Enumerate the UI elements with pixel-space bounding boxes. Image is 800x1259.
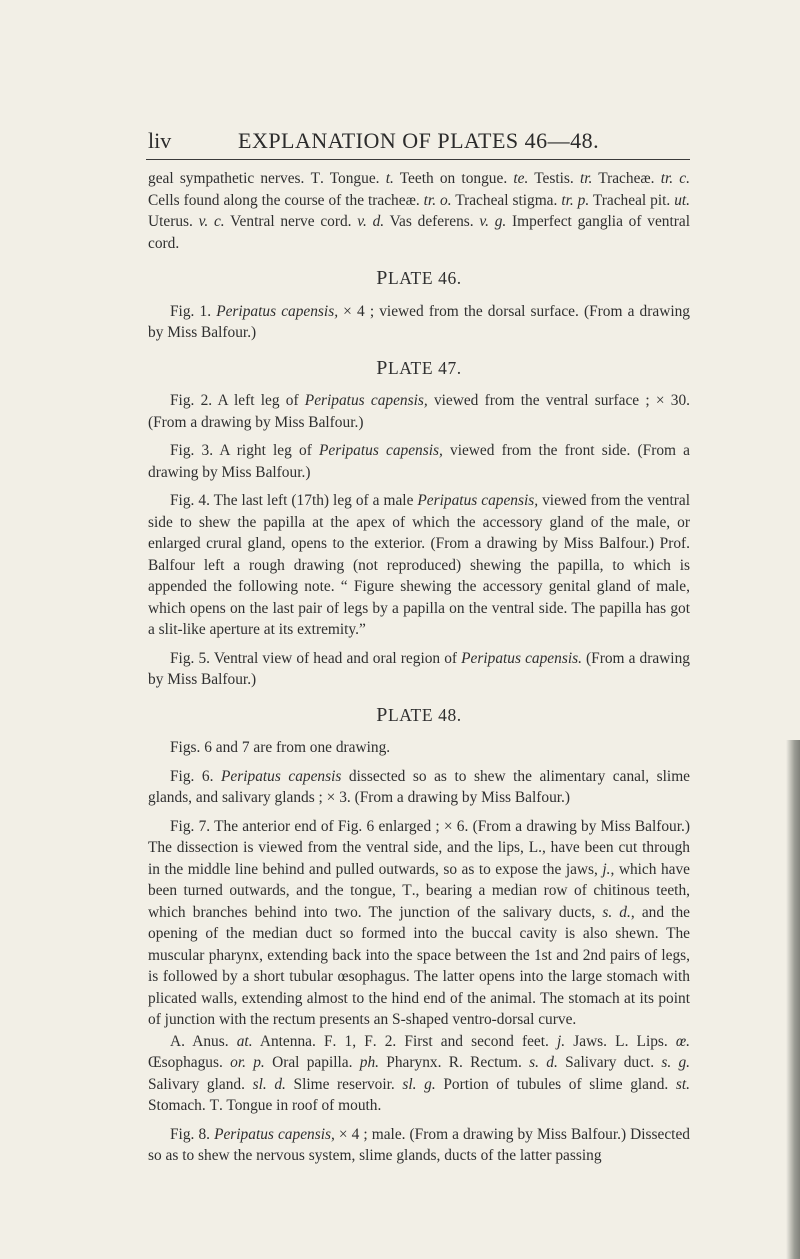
- fig-6-caption: Fig. 6. Peripatus capensis dissected so as to shew the alimentary canal, slime glands, and salivary glands ; × 3. (From a drawing by Miss Balfour.): [148, 767, 690, 806]
- plate-48-heading: PLATE 48.: [376, 703, 462, 726]
- header-rule: [146, 159, 690, 160]
- fig-7-caption: Fig. 7. The anterior end of Fig. 6 enlarged ; × 6. (From a drawing by Miss Balfour.) The dissection is viewed from the ventral side, and the lips, L., have been cut through in the middle line behind and pulled outwards, so as to expose the jaws, j., which have been turned outwards, and the tongue, T., bearing a median row of chitinous teeth, which branches behind into two. The junction of the salivary ducts, s. d., and the opening of the median duct so formed into the buccal cavity is also shewn. The muscular pharynx, extending back into the space between the 1st and 2nd pairs of legs, is followed by a short tubular œsophagus. The latter opens into the large stomach with plicated walls, extending almost to the hind end of the animal. The stomach at its point of junction with the rectum presents an S-shaped ventro-dorsal curve.: [148, 817, 690, 1028]
- header-title: EXPLANATION OF PLATES 46—48.: [238, 128, 600, 153]
- fig-3-caption: Fig. 3. A right leg of Peripatus capensis, viewed from the front side. (From a drawing by Miss Balfour.): [148, 442, 690, 481]
- plate-47-heading: PLATE 47.: [376, 356, 462, 379]
- intro-paragraph: geal sympathetic nerves. T. Tongue. t. Teeth on tongue. te. Testis. tr. Tracheæ. tr. c. Cells found along the course of the tracheæ. tr. o. Tracheal stigma. tr. p. Tracheal pit. ut. Uterus. v. c. Ventral nerve cord. v. d. Vas deferens. v. g. Imperfect ganglia of ventral cord.: [148, 170, 691, 252]
- fig-8-caption: Fig. 8. Peripatus capensis, × 4 ; male. (From a drawing by Miss Balfour.) Dissected so as to shew the nervous system, slime glands, ducts of the latter passing: [148, 1125, 690, 1164]
- fig-2-caption: Fig. 2. A left leg of Peripatus capensis, viewed from the ventral surface ; × 30. (From a drawing by Miss Balfour.): [148, 392, 690, 431]
- page-edge-shadow: [786, 740, 800, 1259]
- fig-7-legend: A. Anus. at. Antenna. F. 1, F. 2. First and second feet. j. Jaws. L. Lips. œ. Œsophagus. or. p. Oral papilla. ph. Pharynx. R. Rectum. s. d. Salivary duct. s. g. Salivary gland. sl. d. Slime reservoir. sl. g. Portion of tubules of slime gland. st. Stomach. T. Tongue in roof of mouth.: [148, 1032, 691, 1114]
- page-number: liv: [148, 128, 172, 153]
- body-text: [148, 168, 690, 1167]
- plate-46-heading: PLATE 46.: [376, 267, 462, 289]
- fig-5-caption: Fig. 5. Ventral view of head and oral region of Peripatus capensis. (From a drawing by Miss Balfour.): [148, 649, 690, 688]
- fig-4-caption: Fig. 4. The last left (17th) leg of a male Peripatus capensis, viewed from the ventral side to shew the papilla at the apex of which the accessory gland of the male, or enlarged crural gland, opens to the exterior. (From a drawing by Miss Balfour.) Prof. Balfour left a rough drawing (not reproduced) shewing the papilla, to which is appended the following note. “ Figure shewing the accessory genital gland of male, which opens on the last pair of legs by a papilla on the ventral side. The papilla has got a slit-like aperture at its extremity.”: [148, 492, 690, 638]
- figs-6-7-note: Figs. 6 and 7 are from one drawing.: [170, 739, 391, 756]
- fig-1-caption: Fig. 1. Peripatus capensis, × 4 ; viewed from the dorsal surface. (From a drawing by Miss Balfour.): [148, 302, 690, 341]
- running-header: [148, 128, 688, 160]
